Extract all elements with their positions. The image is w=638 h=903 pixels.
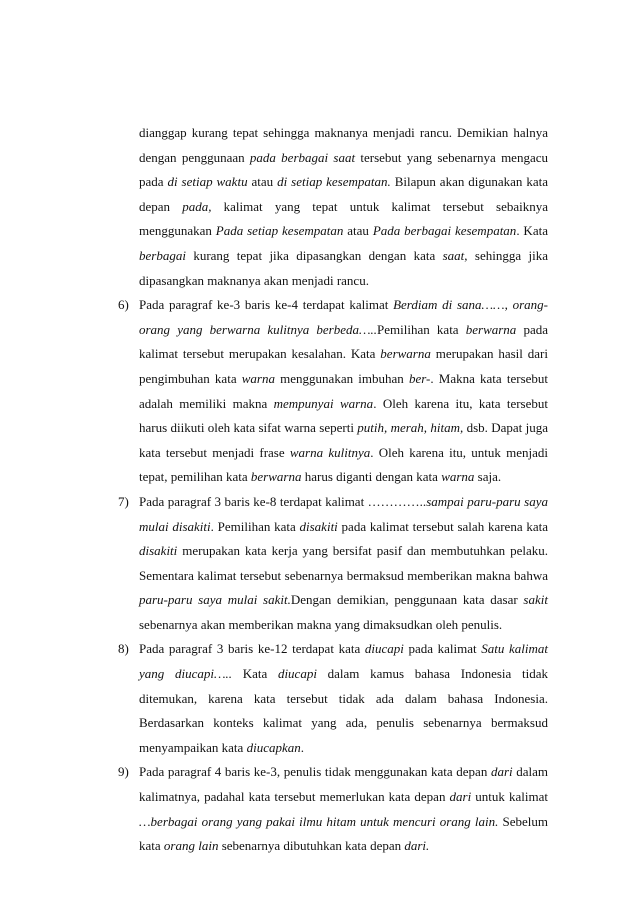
text-segment: Bilapun akan digunakan kata: [390, 174, 549, 190]
text-segment: kurang tepat jika dipasangkan dengan kata: [185, 247, 443, 263]
text-segment: tepat, pemilihan kata: [139, 469, 251, 485]
text-segment: . Kata: [516, 223, 548, 239]
list-item: [118, 490, 548, 638]
text-segment: harus diikuti oleh kata sifat warna seperti: [139, 420, 358, 436]
text-line: [139, 219, 548, 244]
italic-text: di setiap kesempatan.: [277, 174, 391, 190]
italic-text: pada berbagai saat: [249, 149, 356, 165]
italic-text: Pada berbagai kesempatan: [372, 223, 517, 239]
italic-text: sampai paru-paru saya: [426, 493, 548, 509]
text-segment: Sementara kalimat tersebut sebenarnya bermaksud memberikan makna bahwa: [139, 567, 548, 583]
italic-text: Satu kalimat: [481, 641, 549, 657]
text-segment: depan: [139, 198, 183, 214]
italic-text: diucapi: [277, 666, 317, 682]
text-line: [139, 736, 548, 761]
text-segment: Berdasarkan konteks kalimat yang ada, penulis sebenarnya bermaksud: [139, 715, 548, 731]
text-line: [139, 121, 548, 146]
list-number: 6): [118, 297, 129, 313]
italic-text: berwarna: [250, 469, 302, 485]
text-segment: untuk kalimat: [471, 789, 548, 805]
text-line: [139, 293, 548, 318]
text-segment: adalah memiliki makna: [139, 395, 274, 411]
italic-text: sakit: [523, 592, 548, 608]
text-segment: pada: [139, 174, 168, 190]
text-segment: sebenarnya dibutuhkan kata depan: [218, 838, 405, 854]
text-segment: atau: [343, 223, 373, 239]
text-line: [139, 195, 548, 220]
text-line: [139, 810, 548, 835]
text-line: [139, 785, 548, 810]
text-segment: Pada paragraf 3 baris ke-12 terdapat kata: [139, 641, 365, 657]
italic-text: disakiti: [299, 518, 338, 534]
italic-text: mulai disakiti: [139, 518, 211, 534]
numbered-list: [118, 293, 548, 859]
text-segment: pada kalimat: [403, 641, 482, 657]
text-segment: . Makna kata tersebut: [430, 370, 549, 386]
text-segment: merupakan hasil dari: [430, 346, 548, 362]
list-item: [118, 293, 548, 490]
text-segment: .: [300, 739, 304, 755]
text-segment: Kata: [232, 666, 278, 682]
text-segment: Sebelum: [498, 813, 548, 829]
text-segment: kalimat tersebut merupakan kesalahan. Kata: [139, 346, 381, 362]
text-line: [139, 711, 548, 736]
text-segment: dsb. Dapat juga: [463, 420, 549, 436]
text-segment: dalam: [512, 764, 548, 780]
text-line: [139, 613, 548, 638]
text-segment: kalimat yang tepat untuk kalimat tersebut sebaiknya: [211, 198, 548, 214]
text-segment: pada: [516, 321, 548, 337]
text-segment: dianggap kurang tepat sehingga maknanya menjadi rancu. Demikian halnya: [139, 125, 548, 140]
text-segment: Dengan demikian, penggunaan kata dasar: [290, 592, 524, 608]
italic-text: dari: [449, 789, 472, 805]
italic-text: Pada setiap kesempatan: [215, 223, 344, 239]
italic-text: dari.: [404, 838, 430, 854]
text-line: [139, 367, 548, 392]
text-segment: . Oleh karena itu, untuk menjadi: [370, 444, 549, 460]
text-segment: . Pemilihan kata: [210, 518, 300, 534]
italic-text: warna: [441, 469, 475, 485]
italic-text: paru-paru saya mulai sakit.: [139, 592, 291, 608]
list-item: [118, 637, 548, 760]
italic-text: ber-: [408, 370, 431, 386]
text-segment: Pemilihan kata: [377, 321, 466, 337]
text-segment: harus diganti dengan kata: [301, 469, 442, 485]
italic-text: saat: [442, 247, 465, 263]
text-line: [139, 760, 548, 785]
text-line: [139, 269, 548, 294]
text-segment: dipasangkan maknanya akan menjadi rancu.: [139, 272, 369, 288]
italic-text: berwarna: [380, 346, 431, 362]
text-segment: . Oleh karena itu, kata tersebut: [373, 395, 548, 411]
italic-text: dari: [490, 764, 513, 780]
text-segment: menggunakan imbuhan: [275, 370, 409, 386]
text-segment: dengan penggunaan: [139, 149, 250, 165]
text-segment: saja.: [474, 469, 502, 485]
italic-text: yang diucapi…..: [139, 666, 233, 682]
text-segment: tersebut yang sebenarnya mengacu: [355, 149, 548, 165]
text-segment: Pada paragraf 4 baris ke-3, penulis tidak menggunakan kata depan: [139, 764, 491, 780]
italic-text: di setiap waktu: [167, 174, 248, 190]
italic-text: warna kulitnya: [289, 444, 371, 460]
italic-text: pada,: [182, 198, 212, 214]
text-line: [139, 539, 548, 564]
list-number: 8): [118, 641, 129, 657]
text-line: [139, 244, 548, 269]
text-line: [139, 834, 548, 859]
text-segment: Pada paragraf ke-3 baris ke-4 terdapat kalimat: [139, 297, 394, 313]
text-line: [139, 416, 548, 441]
text-line: [139, 662, 548, 687]
text-line: [139, 515, 548, 540]
italic-text: mempunyai warna: [273, 395, 374, 411]
italic-text: Berdiam di sana……, orang-: [393, 297, 548, 313]
text-line: [139, 318, 548, 343]
text-segment: pada kalimat tersebut salah karena kata: [337, 518, 548, 534]
text-line: [139, 170, 548, 195]
text-segment: Pada paragraf 3 baris ke-8 terdapat kalimat …………..: [139, 493, 427, 509]
text-line: [139, 490, 548, 515]
text-segment: sebenarnya akan memberikan makna yang dimaksudkan oleh penulis.: [139, 616, 503, 632]
list-number: 9): [118, 764, 129, 780]
italic-text: diucapi: [364, 641, 404, 657]
italic-text: orang yang berwarna kulitnya berbeda…..: [139, 321, 378, 337]
italic-text: putih, merah, hitam,: [357, 420, 464, 436]
italic-text: …berbagai orang yang pakai ilmu hitam untuk mencuri orang lain.: [139, 813, 499, 829]
text-segment: kata tersebut menjadi frase: [139, 444, 290, 460]
text-line: [139, 441, 548, 466]
text-segment: menyampaikan kata: [139, 739, 247, 755]
text-segment: atau: [247, 174, 278, 190]
italic-text: berbagai: [139, 247, 186, 263]
italic-text: berwarna: [465, 321, 517, 337]
text-line: [139, 588, 548, 613]
intro-paragraph: [118, 121, 548, 293]
text-line: [139, 465, 548, 490]
text-line: [139, 564, 548, 589]
text-segment: menggunakan: [139, 223, 216, 239]
text-line: [139, 687, 548, 712]
list-number: 7): [118, 493, 129, 509]
text-segment: ditemukan, karena kata tersebut tidak ada dalam bahasa Indonesia.: [139, 690, 548, 706]
text-segment: merupakan kata kerja yang bersifat pasif dan membutuhkan pelaku.: [177, 543, 548, 559]
text-segment: kata: [139, 838, 164, 854]
text-line: [139, 342, 548, 367]
text-line: [139, 637, 548, 662]
text-segment: pengimbuhan kata: [139, 370, 242, 386]
text-line: [139, 146, 548, 171]
text-segment: kalimatnya, padahal kata tersebut memerlukan kata depan: [139, 789, 450, 805]
text-line: [139, 392, 548, 417]
italic-text: warna: [241, 370, 275, 386]
italic-text: orang lain: [163, 838, 219, 854]
text-segment: dalam kamus bahasa Indonesia tidak: [316, 666, 548, 682]
italic-text: disakiti: [139, 543, 178, 559]
document-body: [118, 121, 548, 859]
italic-text: diucapkan: [246, 739, 301, 755]
text-segment: , sehingga jika: [464, 247, 548, 263]
list-item: [118, 760, 548, 858]
